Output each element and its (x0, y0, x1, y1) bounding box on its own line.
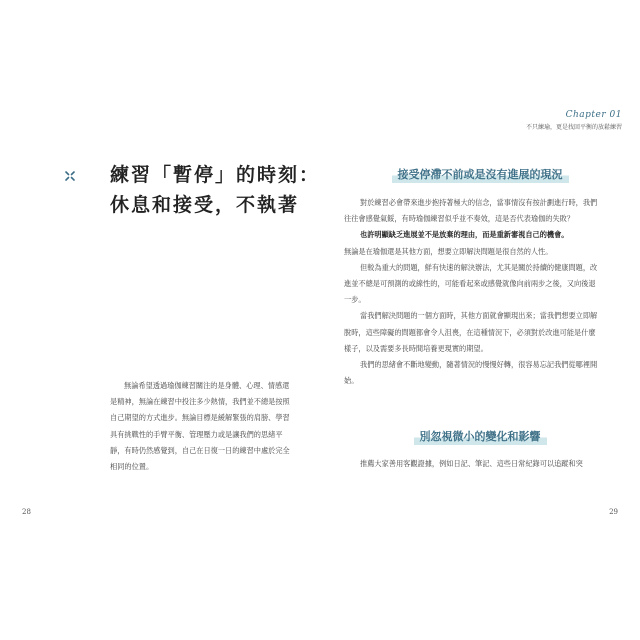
cross-ornament-icon (64, 170, 76, 182)
right-page (320, 0, 640, 640)
right-page-number: 29 (609, 508, 618, 516)
right-body-section-1 (344, 195, 600, 389)
left-body-paragraph: 無論希望透過瑜伽練習關注的是身體、心理、情感還是精神，無論在練習中投注多少熱情，我們並不總是按照自己期望的方式進步。無論目標是緩解緊張的肩膀、學習具有挑戰性的手臂平衡、管理壓力或是讓我們的思緒平靜，有時仍然感覺到，自己在日復一日的練習中處於完全相同的位置。 (110, 381, 290, 472)
body-paragraph: 我們的思緒會不斷地變動，隨著情況的慢慢好轉，很容易忘記我們從哪裡開始。 (344, 360, 598, 386)
emphasis-paragraph: 也許明顯缺乏進展並不是放棄的理由，而是重新審視自己的機會。 (360, 230, 569, 240)
chapter-subtitle: 不只練瑜，更是找回平衡的放鬆練習 (525, 124, 622, 131)
chapter-label: Chapter 01 (565, 110, 622, 120)
body-paragraph: 無論是在瑜伽還是其他方面，想要立即解決問題是很自然的人性。 (344, 246, 553, 256)
chapter-title (110, 160, 320, 220)
section-heading-2-text: 別忽視微小的變化和影響 (414, 428, 547, 445)
left-page-number: 28 (22, 508, 31, 516)
body-paragraph: 推薦大家善用客觀證據，例如日記、筆記、這些日常紀錄可以追蹤和突 (360, 459, 583, 468)
section-heading-1-text: 接受停滯不前或是沒有進展的現況 (392, 166, 569, 183)
title-line-2: 休息和接受，不執著 (110, 194, 300, 216)
chapter-header (526, 110, 622, 131)
body-paragraph: 當我們解決問題的一個方面時，其他方面就會顯現出來；當我們想要立即解脫時，這些障礙的問題都會令人沮喪，在這種情況下，必須對於改進可能是什麼樣子，以及需要多長時間培養更現實的期望。 (344, 311, 598, 353)
body-paragraph: 但較為重大的問題，鮮有快速的解決辦法，尤其是關於持續的健康問題，改進並不總是可預測的或線性的，可能看起來或感覺就像向前兩步之後，又向後退一步。 (344, 262, 598, 305)
section-heading-1 (320, 166, 640, 183)
right-body-section-2 (344, 456, 600, 472)
body-paragraph: 對於練習必會帶來進步抱持著極大的信念，當事情沒有按計劃進行時，我們往往會感覺氣餒，有時瑜伽練習似乎並不奏效，這是否代表瑜伽的失敗？ (344, 198, 598, 224)
section-heading-2 (320, 428, 640, 445)
title-line-1: 練習「暫停」的時刻： (110, 164, 321, 186)
